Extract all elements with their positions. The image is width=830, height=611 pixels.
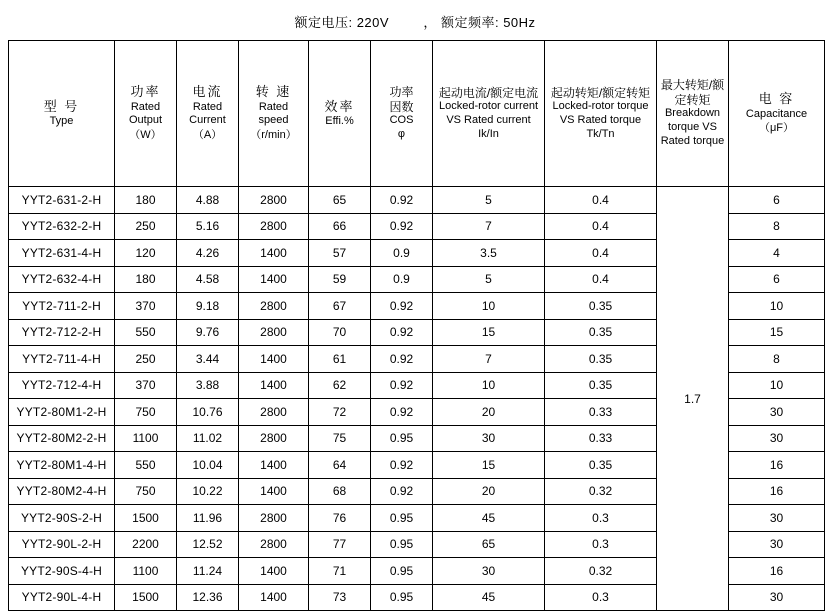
cell-power-factor: 0.9 [371, 240, 433, 267]
cell-type: YYT2-80M1-2-H [9, 399, 115, 426]
cell-locked-rotor-current: 15 [433, 452, 545, 479]
cell-type: YYT2-90S-4-H [9, 558, 115, 585]
col-header-speed-en-2: speed [258, 114, 289, 127]
rated-voltage-value: 220V [356, 15, 390, 30]
cell-speed: 2800 [239, 505, 309, 532]
cell-type: YYT2-90L-4-H [9, 584, 115, 611]
cell-speed: 2800 [239, 531, 309, 558]
col-header-efficiency [309, 41, 371, 187]
table-row [9, 187, 825, 214]
col-header-locked-rotor-current [433, 41, 545, 187]
cell-current: 4.58 [177, 266, 239, 293]
cell-speed: 1400 [239, 478, 309, 505]
col-header-locked-rotor-current-en: Locked-rotor current VS Rated current [438, 100, 539, 126]
cell-type: YYT2-80M2-4-H [9, 478, 115, 505]
cell-type: YYT2-632-4-H [9, 266, 115, 293]
col-header-output [115, 41, 177, 187]
cell-output: 180 [115, 187, 177, 214]
cell-capacitance: 30 [729, 399, 825, 426]
cell-locked-rotor-current: 45 [433, 584, 545, 611]
col-header-locked-rotor-current-sym: Ik/In [478, 127, 499, 140]
col-header-speed [239, 41, 309, 187]
cell-speed: 2800 [239, 187, 309, 214]
cell-power-factor: 0.92 [371, 187, 433, 214]
cell-power-factor: 0.95 [371, 584, 433, 611]
cell-power-factor: 0.92 [371, 478, 433, 505]
cell-locked-rotor-torque: 0.4 [545, 213, 657, 240]
col-header-output-cn: 功率 [130, 84, 161, 100]
col-header-current-en-1: Rated [192, 100, 223, 113]
cell-current: 3.88 [177, 372, 239, 399]
cell-current: 10.22 [177, 478, 239, 505]
cell-speed: 1400 [239, 240, 309, 267]
col-header-output-en-2: Output [128, 114, 163, 127]
col-header-breakdown-torque [657, 41, 729, 187]
cell-current: 12.36 [177, 584, 239, 611]
table-header [9, 41, 825, 187]
cell-power-factor: 0.92 [371, 452, 433, 479]
cell-type: YYT2-80M1-4-H [9, 452, 115, 479]
cell-output: 550 [115, 452, 177, 479]
cell-efficiency: 65 [309, 187, 371, 214]
cell-efficiency: 61 [309, 346, 371, 373]
cell-efficiency: 76 [309, 505, 371, 532]
cell-locked-rotor-torque: 0.33 [545, 425, 657, 452]
cell-type: YYT2-631-4-H [9, 240, 115, 267]
cell-capacitance: 4 [729, 240, 825, 267]
cell-speed: 2800 [239, 425, 309, 452]
cell-current: 11.02 [177, 425, 239, 452]
col-header-locked-rotor-current-cn: 起动电流/额定电流 [438, 85, 539, 100]
col-header-power-factor [371, 41, 433, 187]
cell-locked-rotor-current: 65 [433, 531, 545, 558]
col-header-locked-rotor-torque-cn: 起动转矩/额定转矩 [550, 85, 651, 100]
cell-type: YYT2-712-4-H [9, 372, 115, 399]
cell-capacitance: 6 [729, 266, 825, 293]
rated-voltage-label: 额定电压: [294, 15, 353, 30]
cell-output: 120 [115, 240, 177, 267]
cell-power-factor: 0.92 [371, 213, 433, 240]
cell-locked-rotor-current: 20 [433, 399, 545, 426]
cell-speed: 1400 [239, 372, 309, 399]
cell-locked-rotor-torque: 0.33 [545, 399, 657, 426]
cell-efficiency: 71 [309, 558, 371, 585]
cell-capacitance: 16 [729, 558, 825, 585]
cell-current: 9.18 [177, 293, 239, 320]
col-header-power-factor-unit: φ [397, 127, 406, 140]
cell-efficiency: 70 [309, 319, 371, 346]
cell-power-factor: 0.95 [371, 425, 433, 452]
col-header-locked-rotor-torque-en: Locked-rotor torque VS Rated torque [552, 100, 649, 126]
cell-locked-rotor-current: 5 [433, 187, 545, 214]
cell-speed: 2800 [239, 399, 309, 426]
col-header-speed-unit: （r/min） [250, 129, 297, 142]
cell-type: YYT2-90L-2-H [9, 531, 115, 558]
col-header-efficiency-cn: 效率 [324, 98, 355, 114]
cell-locked-rotor-current: 10 [433, 293, 545, 320]
col-header-breakdown-torque-cn: 最大转矩/额定转矩 [660, 78, 725, 107]
cell-locked-rotor-torque: 0.35 [545, 452, 657, 479]
cell-output: 1100 [115, 558, 177, 585]
cell-output: 180 [115, 266, 177, 293]
cell-efficiency: 77 [309, 531, 371, 558]
col-header-output-en-1: Rated [130, 100, 161, 113]
cell-capacitance: 8 [729, 346, 825, 373]
col-header-efficiency-en: Effi.% [325, 114, 354, 127]
cell-locked-rotor-torque: 0.35 [545, 319, 657, 346]
cell-type: YYT2-632-2-H [9, 213, 115, 240]
cell-locked-rotor-torque: 0.32 [545, 558, 657, 585]
cell-current: 5.16 [177, 213, 239, 240]
col-header-power-factor-en: COS [389, 114, 414, 127]
cell-capacitance: 10 [729, 293, 825, 320]
cell-current: 12.52 [177, 531, 239, 558]
cell-locked-rotor-torque: 0.3 [545, 584, 657, 611]
cell-locked-rotor-current: 7 [433, 346, 545, 373]
cell-efficiency: 62 [309, 372, 371, 399]
cell-locked-rotor-current: 7 [433, 213, 545, 240]
cell-efficiency: 57 [309, 240, 371, 267]
cell-type: YYT2-80M2-2-H [9, 425, 115, 452]
col-header-power-factor-cn-2: 因数 [389, 99, 414, 114]
cell-output: 370 [115, 372, 177, 399]
col-header-capacitance-en: Capacitance [745, 107, 808, 120]
cell-locked-rotor-current: 20 [433, 478, 545, 505]
header-row [9, 41, 825, 187]
col-header-capacitance-cn: 电 容 [758, 91, 795, 107]
cell-speed: 2800 [239, 293, 309, 320]
ratings-header [0, 12, 830, 31]
cell-breakdown-torque-merged: 1.7 [657, 187, 729, 611]
cell-capacitance: 30 [729, 584, 825, 611]
cell-capacitance: 30 [729, 425, 825, 452]
cell-capacitance: 30 [729, 505, 825, 532]
cell-efficiency: 72 [309, 399, 371, 426]
cell-locked-rotor-torque: 0.4 [545, 187, 657, 214]
cell-output: 1500 [115, 505, 177, 532]
cell-efficiency: 64 [309, 452, 371, 479]
cell-output: 1500 [115, 584, 177, 611]
cell-current: 3.44 [177, 346, 239, 373]
cell-speed: 1400 [239, 266, 309, 293]
cell-type: YYT2-90S-2-H [9, 505, 115, 532]
cell-type: YYT2-631-2-H [9, 187, 115, 214]
cell-locked-rotor-current: 10 [433, 372, 545, 399]
header-separator: ， [423, 15, 437, 30]
cell-current: 11.96 [177, 505, 239, 532]
cell-power-factor: 0.92 [371, 372, 433, 399]
cell-locked-rotor-current: 3.5 [433, 240, 545, 267]
col-header-speed-en-1: Rated [258, 100, 289, 113]
cell-power-factor: 0.95 [371, 531, 433, 558]
cell-speed: 1400 [239, 346, 309, 373]
cell-type: YYT2-711-4-H [9, 346, 115, 373]
col-header-current-cn: 电流 [192, 84, 223, 100]
col-header-output-unit: （W） [129, 129, 162, 142]
col-header-breakdown-torque-en: Breakdown torque VS Rated torque [660, 107, 725, 147]
col-header-current [177, 41, 239, 187]
rated-frequency-value: 50Hz [503, 15, 536, 30]
cell-power-factor: 0.92 [371, 319, 433, 346]
col-header-locked-rotor-torque [545, 41, 657, 187]
cell-output: 1100 [115, 425, 177, 452]
col-header-power-factor-cn-1: 功率 [389, 85, 414, 100]
cell-locked-rotor-current: 30 [433, 425, 545, 452]
cell-type: YYT2-711-2-H [9, 293, 115, 320]
cell-locked-rotor-torque: 0.35 [545, 346, 657, 373]
cell-efficiency: 75 [309, 425, 371, 452]
cell-power-factor: 0.95 [371, 558, 433, 585]
cell-efficiency: 68 [309, 478, 371, 505]
cell-power-factor: 0.92 [371, 346, 433, 373]
cell-locked-rotor-current: 5 [433, 266, 545, 293]
cell-power-factor: 0.92 [371, 399, 433, 426]
table-body [9, 187, 825, 611]
col-header-type [9, 41, 115, 187]
cell-locked-rotor-torque: 0.35 [545, 372, 657, 399]
motor-spec-table [8, 40, 825, 611]
cell-current: 11.24 [177, 558, 239, 585]
cell-capacitance: 8 [729, 213, 825, 240]
cell-speed: 2800 [239, 319, 309, 346]
cell-locked-rotor-torque: 0.32 [545, 478, 657, 505]
cell-output: 550 [115, 319, 177, 346]
cell-capacitance: 30 [729, 531, 825, 558]
cell-output: 750 [115, 478, 177, 505]
cell-capacitance: 16 [729, 452, 825, 479]
cell-current: 10.04 [177, 452, 239, 479]
cell-locked-rotor-torque: 0.4 [545, 266, 657, 293]
col-header-type-en: Type [49, 114, 74, 127]
cell-output: 250 [115, 346, 177, 373]
cell-locked-rotor-current: 30 [433, 558, 545, 585]
cell-power-factor: 0.95 [371, 505, 433, 532]
cell-output: 370 [115, 293, 177, 320]
cell-locked-rotor-current: 45 [433, 505, 545, 532]
cell-capacitance: 10 [729, 372, 825, 399]
rated-frequency-label: 额定频率: [440, 15, 500, 30]
col-header-type-cn: 型 号 [43, 98, 80, 114]
cell-current: 4.88 [177, 187, 239, 214]
cell-current: 4.26 [177, 240, 239, 267]
cell-locked-rotor-torque: 0.3 [545, 531, 657, 558]
cell-output: 750 [115, 399, 177, 426]
cell-efficiency: 73 [309, 584, 371, 611]
cell-capacitance: 15 [729, 319, 825, 346]
cell-efficiency: 67 [309, 293, 371, 320]
cell-type: YYT2-712-2-H [9, 319, 115, 346]
cell-current: 10.76 [177, 399, 239, 426]
cell-power-factor: 0.9 [371, 266, 433, 293]
cell-capacitance: 16 [729, 478, 825, 505]
col-header-capacitance-unit: （μF） [758, 122, 795, 135]
cell-speed: 1400 [239, 584, 309, 611]
col-header-speed-cn: 转 速 [255, 84, 292, 100]
col-header-capacitance [729, 41, 825, 187]
col-header-locked-rotor-torque-sym: Tk/Tn [586, 127, 615, 140]
col-header-current-en-2: Current [189, 114, 226, 127]
cell-capacitance: 6 [729, 187, 825, 214]
cell-current: 9.76 [177, 319, 239, 346]
cell-speed: 1400 [239, 558, 309, 585]
cell-efficiency: 66 [309, 213, 371, 240]
cell-efficiency: 59 [309, 266, 371, 293]
cell-locked-rotor-torque: 0.4 [545, 240, 657, 267]
cell-output: 2200 [115, 531, 177, 558]
cell-output: 250 [115, 213, 177, 240]
cell-speed: 2800 [239, 213, 309, 240]
cell-locked-rotor-torque: 0.35 [545, 293, 657, 320]
cell-locked-rotor-torque: 0.3 [545, 505, 657, 532]
cell-locked-rotor-current: 15 [433, 319, 545, 346]
col-header-current-unit: （A） [192, 129, 223, 142]
cell-speed: 1400 [239, 452, 309, 479]
cell-power-factor: 0.92 [371, 293, 433, 320]
